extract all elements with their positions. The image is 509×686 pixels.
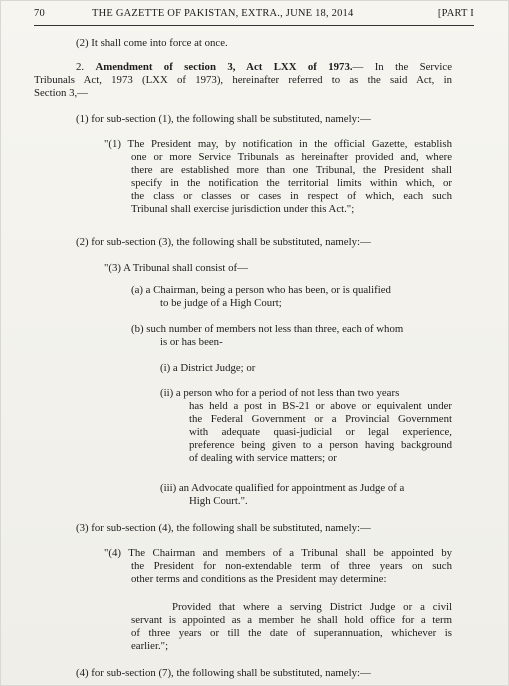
body-line: the President for non-extendable term of three years on such xyxy=(131,560,452,572)
body-line: servant is appointed as a member he shall hold office for a term xyxy=(131,614,452,626)
body-line: earlier."; xyxy=(131,640,169,652)
sub-clause-3: (3) for sub-section (4), the following shall be substituted, namely:— xyxy=(76,522,371,534)
sub-clause-1: (1) for sub-section (1), the following shall be substituted, namely:— xyxy=(76,113,371,125)
body-line: the Federal Government or a Provincial Government xyxy=(189,413,452,425)
item-a: (a) a Chairman, being a person who has been, or is qualified xyxy=(131,284,391,296)
section-2-heading: 2. Amendment of section 3, Act LXX of 1973.— In the Service xyxy=(76,61,452,73)
quoted-subsection-1: "(1) The President may, by notification in the official Gazette, establish xyxy=(104,138,452,150)
item-b-iii: (iii) an Advocate qualified for appointment as Judge of a xyxy=(160,482,405,494)
body-line: one or more Service Tribunals as hereinafter provided and, where xyxy=(131,151,452,163)
body-line: with adequate quasi-judicial or legal experience, xyxy=(189,426,452,438)
item-b-ii: (ii) a person who for a period of not less than two years xyxy=(160,387,400,399)
page-number: 70 xyxy=(34,8,45,19)
sub-clause-4: (4) for sub-section (7), the following shall be substituted, namely:— xyxy=(76,667,371,679)
body-line: of three years or till the date of superannuation, whichever is xyxy=(131,627,452,639)
body-line: Tribunals Act, 1973 (LXX of 1973), hereinafter referred to as the said Act, in xyxy=(34,74,452,86)
item-b: (b) such number of members not less than three, each of whom xyxy=(131,323,404,335)
clause-2-commencement: (2) It shall come into force at once. xyxy=(76,37,228,49)
body-line: preference being given to a person having background xyxy=(189,439,452,451)
body-line: there are established more than one Tribunal, the President shall xyxy=(131,164,452,176)
body-line: High Court.". xyxy=(189,495,248,507)
page-header xyxy=(34,8,474,24)
sub-clause-2: (2) for sub-section (3), the following shall be substituted, namely:— xyxy=(76,236,371,248)
quoted-subsection-3: "(3) A Tribunal shall consist of— xyxy=(104,262,248,274)
gazette-title: THE GAZETTE OF PAKISTAN, EXTRA., JUNE 18, 2014 xyxy=(92,8,354,19)
body-line: has held a post in BS-21 or above or equivalent under xyxy=(189,400,452,412)
body-line: other terms and conditions as the President may determine: xyxy=(131,573,387,585)
body-line: is or has been- xyxy=(160,336,223,348)
body-line: of dealing with service matters; or xyxy=(189,452,337,464)
quoted-subsection-4: "(4) The Chairman and members of a Tribunal shall be appointed by xyxy=(104,547,452,559)
header-rule xyxy=(34,25,474,26)
body-line: specify in the notification the territorial limits within which, or xyxy=(131,177,452,189)
part-label: [PART I xyxy=(437,8,474,19)
item-b-i: (i) a District Judge; or xyxy=(160,362,256,374)
proviso: Provided that where a serving District Judge or a civil xyxy=(172,601,452,613)
body-line: Section 3,— xyxy=(34,87,88,99)
body-line: the class or classes or cases in respect of which, each such xyxy=(131,190,452,202)
body-line: Tribunal shall exercise jurisdiction under this Act."; xyxy=(131,203,355,215)
body-line: to be judge of a High Court; xyxy=(160,297,282,309)
